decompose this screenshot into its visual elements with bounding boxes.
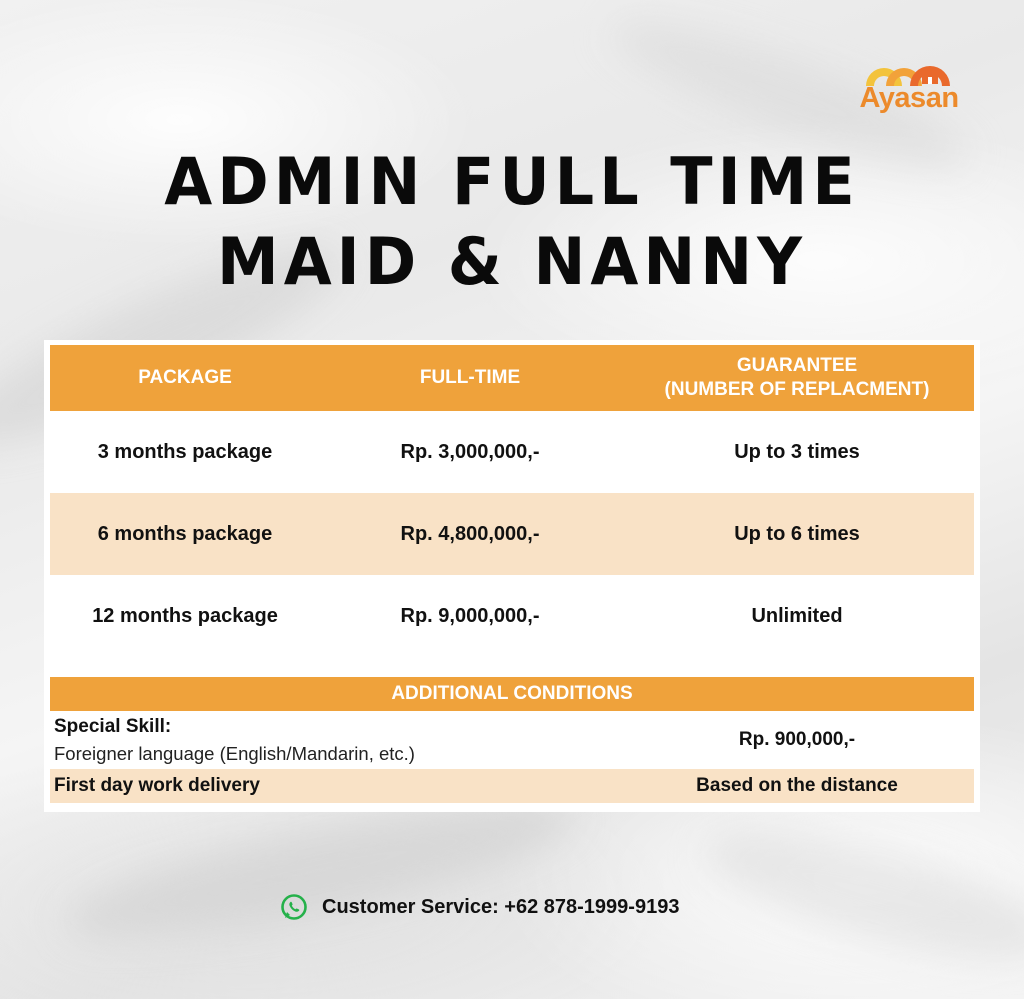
table-header-row: [50, 345, 974, 411]
page-title-line1: ADMIN FULL TIME: [164, 143, 860, 220]
delivery-label: First day work delivery: [54, 775, 260, 796]
package-price: Rp. 4,800,000,-: [400, 522, 540, 545]
table-row: [50, 411, 974, 493]
page-title-line2: MAID & NANNY: [217, 223, 807, 300]
pricing-card: [44, 340, 980, 812]
header-package: PACKAGE: [138, 367, 232, 388]
brand-logo: [850, 46, 968, 116]
background-fold: [694, 805, 1024, 985]
package-name: 6 months package: [97, 522, 273, 545]
header-guarantee-line2: (NUMBER OF REPLACMENT): [664, 379, 930, 400]
header-full-time: FULL-TIME: [419, 367, 521, 388]
customer-service-text: Customer Service: +62 878-1999-9193: [322, 895, 680, 918]
logo-mark-icon: [862, 46, 956, 86]
additional-conditions-header: [50, 677, 974, 711]
package-guarantee: Up to 6 times: [734, 522, 860, 545]
brand-name: Ayasan: [859, 82, 959, 114]
additional-conditions-title: ADDITIONAL CONDITIONS: [391, 683, 633, 704]
package-guarantee: Up to 3 times: [734, 440, 860, 463]
package-price: Rp. 3,000,000,-: [400, 440, 540, 463]
package-name: 12 months package: [92, 604, 278, 627]
table-row: [50, 493, 974, 575]
delivery-value: Based on the distance: [696, 775, 898, 796]
package-guarantee: Unlimited: [751, 604, 843, 627]
special-skill-row: [50, 711, 974, 769]
table-row: [50, 575, 974, 657]
package-name: 3 months package: [97, 440, 273, 463]
delivery-row: [50, 769, 974, 803]
special-skill-title: Special Skill:: [54, 716, 172, 737]
header-guarantee-line1: GUARANTEE: [736, 355, 858, 376]
special-skill-description: Foreigner language (English/Mandarin, etc.): [54, 743, 415, 764]
special-skill-price: Rp. 900,000,-: [738, 729, 856, 750]
whatsapp-icon: [280, 893, 308, 921]
customer-service-contact[interactable]: [280, 892, 679, 922]
header-guarantee: [620, 345, 974, 411]
package-price: Rp. 9,000,000,-: [400, 604, 540, 627]
